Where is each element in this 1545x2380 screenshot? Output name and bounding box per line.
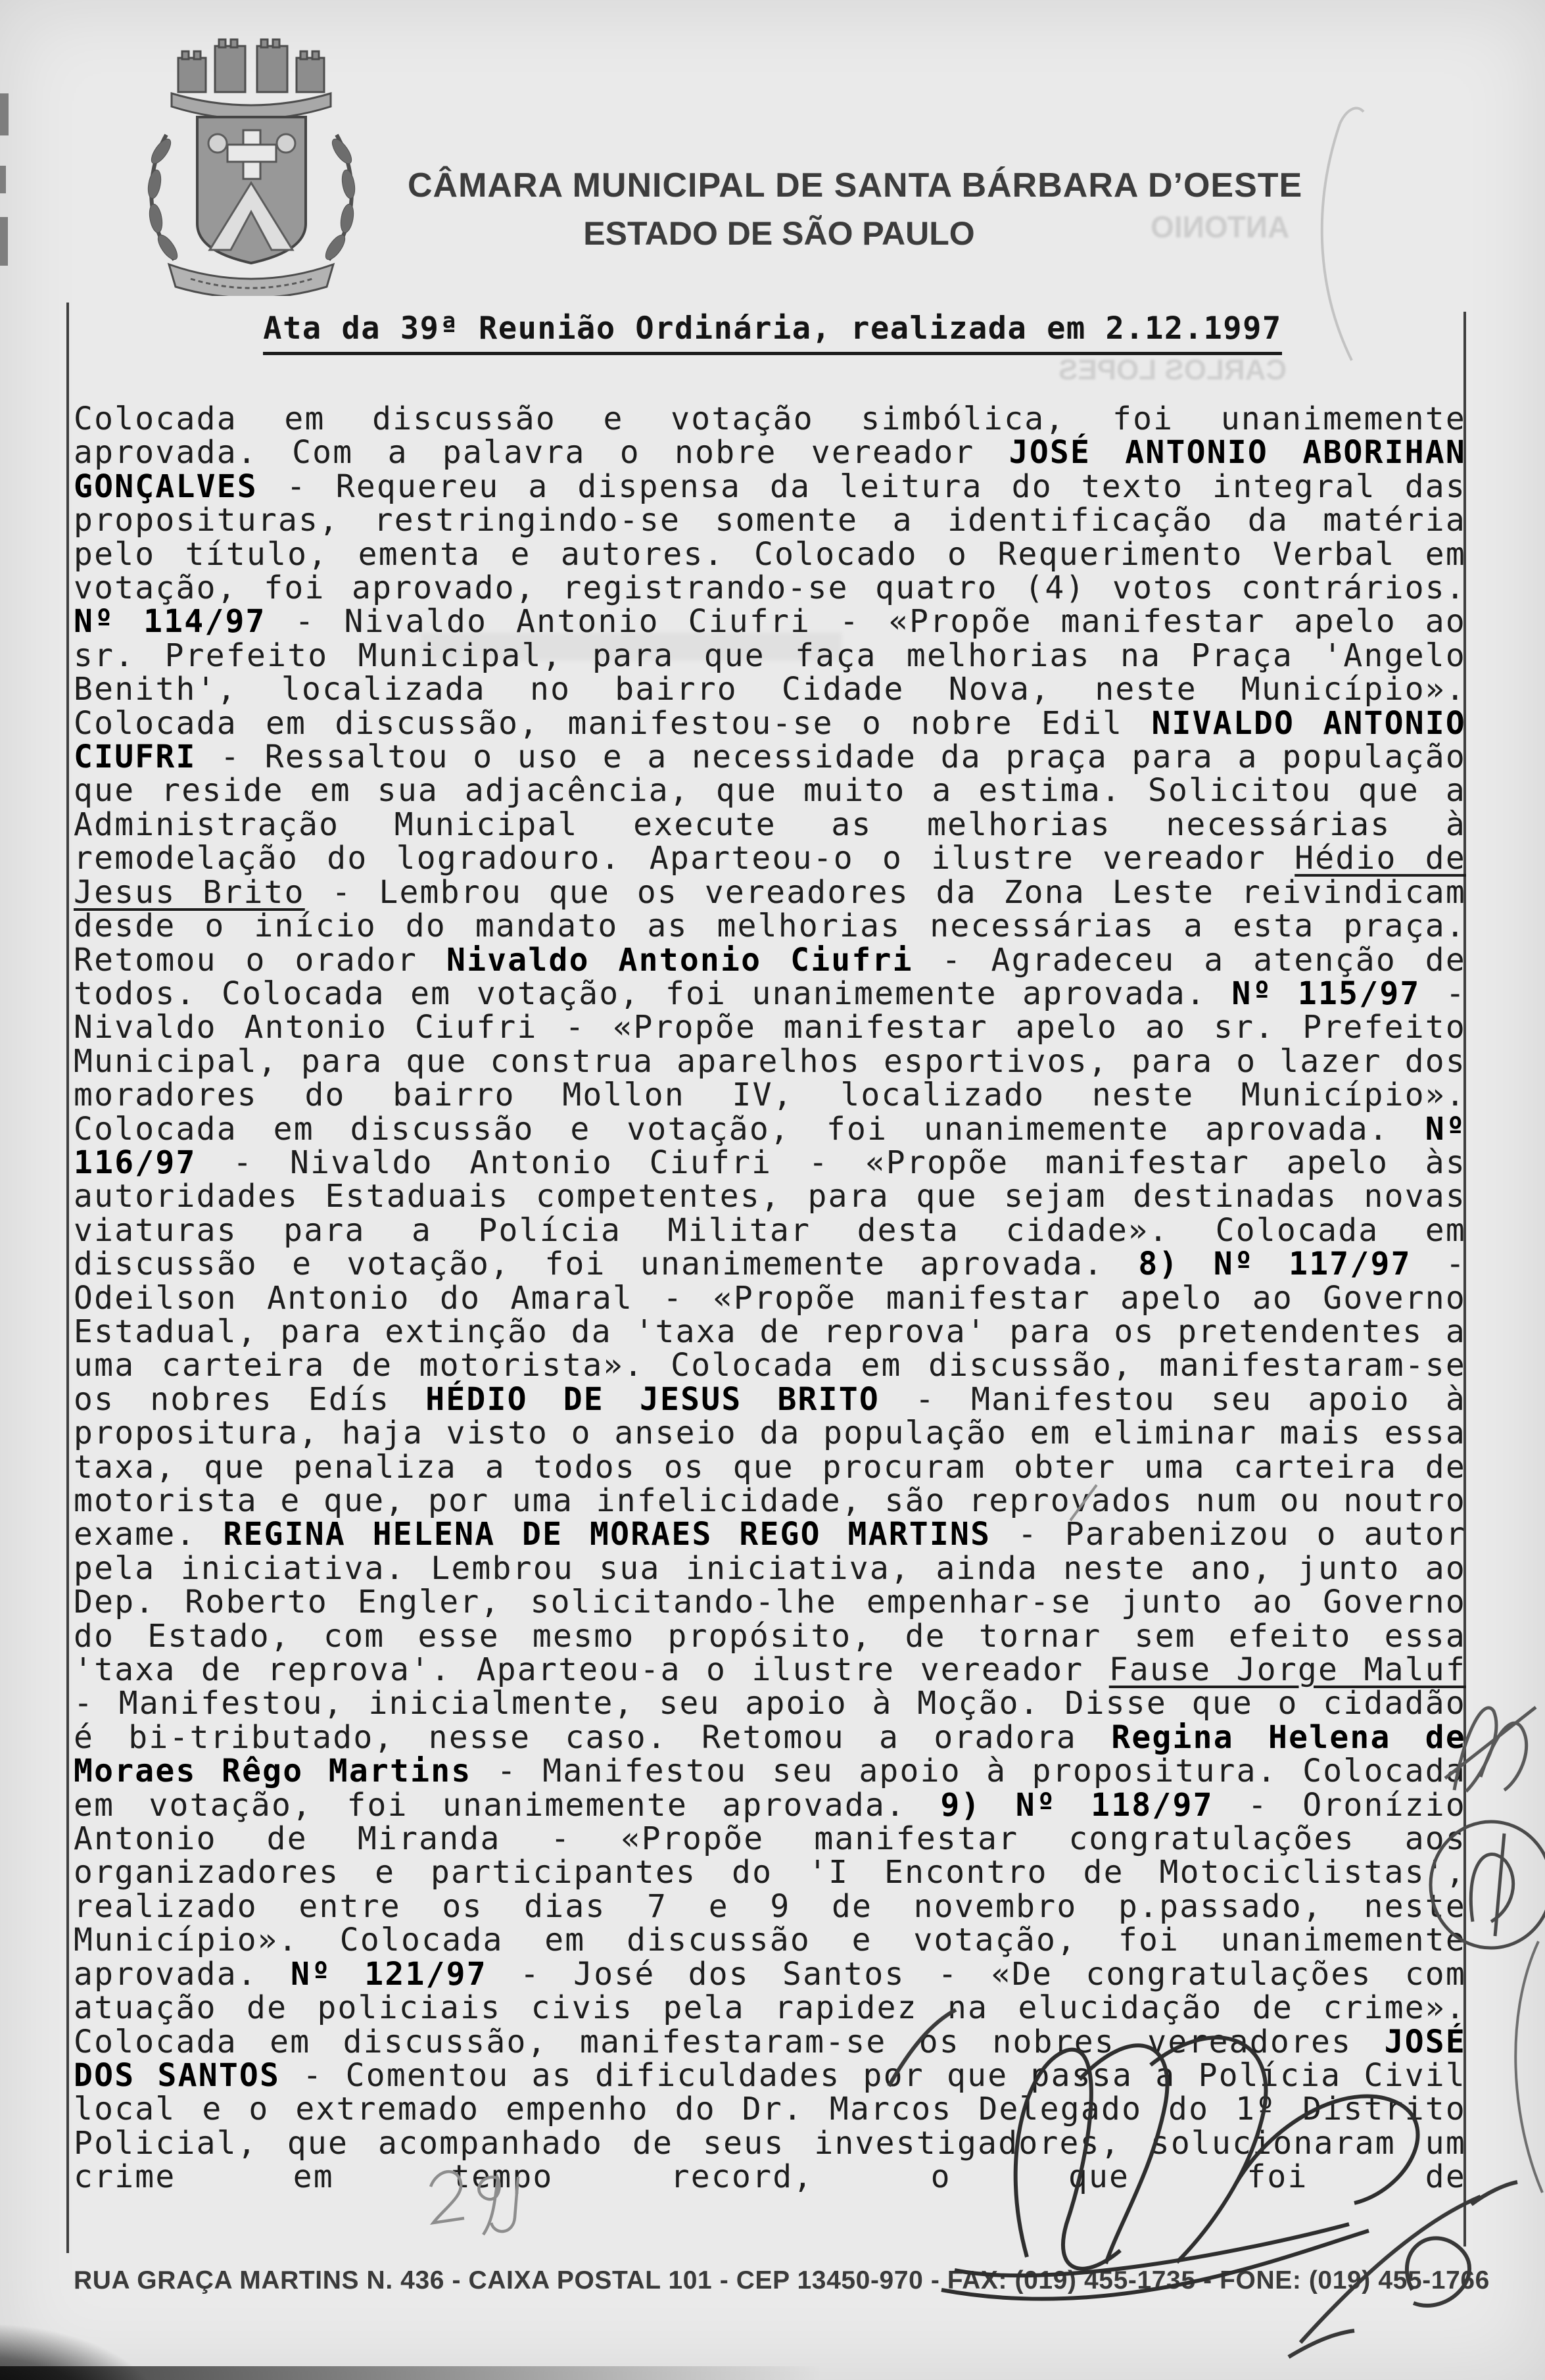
body-segment: Colocada em discussão e votação simbólica, foi unanimemente aprovada. Com a palavra o nobre vereador: [74, 401, 1466, 472]
body-segment: - Nivaldo Antonio Ciufri - «Propõe manifestar apelo às autoridades Estaduais competentes, para que sejam destinadas novas viaturas para a Polícia Militar desta cidade». Colocada em discussão e votação, foi unanimemente aprovada.: [74, 1144, 1466, 1283]
body-segment: - Manifestou seu apoio à propositura, haja visto o anseio da população em eliminar mais essa taxa, que penaliza a todos os que procuram obter uma carteira de motorista e que, por uma infelicidade, são reprovados num ou noutro exame.: [74, 1380, 1466, 1553]
scan-edge-mark: [0, 217, 8, 266]
org-subtitle: ESTADO DE SÃO PAULO: [583, 215, 975, 252]
body-segment: - Manifestou, inicialmente, seu apoio à Moção. Disse que o cidadão é bi-tributado, nesse caso. Retomou a oradora: [74, 1685, 1466, 1756]
footer-address: RUA GRAÇA MARTINS N. 436 - CAIXA POSTAL 101 - CEP 13450-970 - FAX: (019) 455-1735 - FONE: (019) 455-1766: [74, 2266, 1490, 2295]
bleedthrough-text: ANTONIO: [1151, 210, 1290, 244]
pen-stroke: [1515, 1941, 1542, 2193]
body-segment: - Requereu a dispensa da leitura do texto integral das proposituras, restringindo-se somente a identificação da matéria pelo título, ementa e autores. Colocado o Requerimento Verbal em votação, foi aprovado, registrando-se quatro (4) votos contrários.: [74, 468, 1466, 607]
body-segment: - Oronízio Antonio de Miranda - «Propõe manifestar congratulações aos organizadores e participantes do 'I Encontro de Motociclistas', realizado entre os dias 7 e 9 de novembro p.passado, neste Município». Colocada em discussão e votação, foi unanimemente aprovada.: [74, 1786, 1466, 1993]
body-segment: - Nivaldo Antonio Ciufri - «Propõe manifestar apelo ao sr. Prefeito Municipal, para que faça melhorias na Praça 'Angelo Benith', localizada no bairro Cidade Nova, neste Município». Colocada em discussão, manifestou-se o nobre Edil: [74, 603, 1466, 742]
body-segment: - Ressaltou o uso e a necessidade da praça para a população que reside em sua adjacência, que muito a estima. Solicitou que a Administração Municipal execute as melhorias necessárias à remodelação do logradouro. Aparteou-o o ilustre vereador: [74, 739, 1466, 877]
body-segment: - Nivaldo Antonio Ciufri - «Propõe manifestar apelo ao sr. Prefeito Municipal, para que construa aparelhos esportivos, para o lazer dos moradores do bairro Mollon IV, localizado neste Município». Colocada em discussão e votação, foi unanimemente aprovada.: [74, 975, 1467, 1148]
body-segment: 9) Nº 118/97: [940, 1786, 1214, 1824]
document-title: [0, 310, 1545, 355]
org-name: CÂMARA MUNICIPAL DE SANTA BÁRBARA D’OESTE: [408, 166, 1303, 205]
bleedthrough-text: CARLOS LOPES: [1058, 354, 1287, 386]
ribbon-banner: [169, 264, 333, 296]
body-segment: Nivaldo Antonio Ciufri: [446, 941, 913, 979]
body-segment: REGINA HELENA DE MORAES REGO MARTINS: [223, 1516, 991, 1553]
body-segment: Hédio de Jesus Brito: [74, 840, 1466, 911]
body-segment: - Lembrou que os vereadores da Zona Leste reivindicam desde o início do mandato as melhorias necessárias a esta praça. Retomou o orador: [74, 873, 1466, 979]
body-segment: - Comentou as dificuldades por que passa a Polícia Civil local e o extremado empenho do Dr. Marcos Delegado do 1º Distrito Policial, que acompanhado de seus investigadores, solucionaram um crime em tempo record, o que foi de: [74, 2056, 1466, 2196]
minutes-body-text: [74, 402, 1466, 2195]
scan-bottom-shadow: [0, 2366, 822, 2380]
body-segment: JOSÉ DOS SANTOS: [74, 2023, 1466, 2094]
municipal-coat-of-arms-icon: [135, 33, 368, 296]
letterhead: [408, 166, 1303, 253]
text-box-left-rule: [66, 303, 69, 2253]
body-segment: - Agradeceu a atenção de todos. Colocada em votação, foi unanimemente aprovada.: [74, 941, 1466, 1012]
body-segment: JOSÉ ANTONIO ABORIHAN GONÇALVES: [74, 434, 1466, 505]
body-segment: Nº 116/97: [74, 1110, 1466, 1181]
body-segment: Regina Helena de Moraes Rêgo Martins: [74, 1718, 1467, 1790]
body-segment: - José dos Santos - «De congratulações com atuação de policiais civis pela rapidez na elucidação de crime». Colocada em discussão, manifestaram-se os nobres vereadores: [74, 1955, 1467, 2060]
body-segment: Nº 115/97: [1231, 975, 1421, 1012]
body-segment: HÉDIO DE JESUS BRITO: [425, 1380, 880, 1418]
body-segment: 8) Nº 117/97: [1138, 1246, 1412, 1283]
shield: [197, 117, 306, 263]
document-title-text: Ata da 39ª Reunião Ordinária, realizada em 2.12.1997: [263, 310, 1281, 355]
body-segment: Fause Jorge Maluf: [1108, 1651, 1466, 1689]
body-segment: - Parabenizou o autor pela iniciativa. Lembrou sua iniciativa, ainda neste ano, junto ao Dep. Roberto Engler, solicitando-lhe empenhar-se junto ao Governo do Estado, com esse mesmo propósito, de tornar sem efeito essa 'taxa de reprova'. Aparteou-a o ilustre vereador: [74, 1516, 1466, 1689]
body-segment: - Odeilson Antonio do Amaral - «Propõe manifestar apelo ao Governo Estadual, para extinção da 'taxa de reprova' para os pretendentes a uma carteira de motorista». Colocada em discussão, manifestaram-se os nobres Edís: [74, 1246, 1466, 1418]
body-segment: NIVALDO ANTONIO CIUFRI: [74, 704, 1467, 776]
body-segment: - Manifestou seu apoio à propositura. Colocada em votação, foi unanimemente aprovada.: [74, 1753, 1466, 1824]
body-segment: Nº 114/97: [74, 603, 266, 641]
body-segment: Nº 121/97: [290, 1955, 487, 1993]
scan-edge-mark: [0, 166, 6, 193]
mural-crown: [172, 39, 331, 119]
scan-edge-mark: [0, 93, 9, 135]
